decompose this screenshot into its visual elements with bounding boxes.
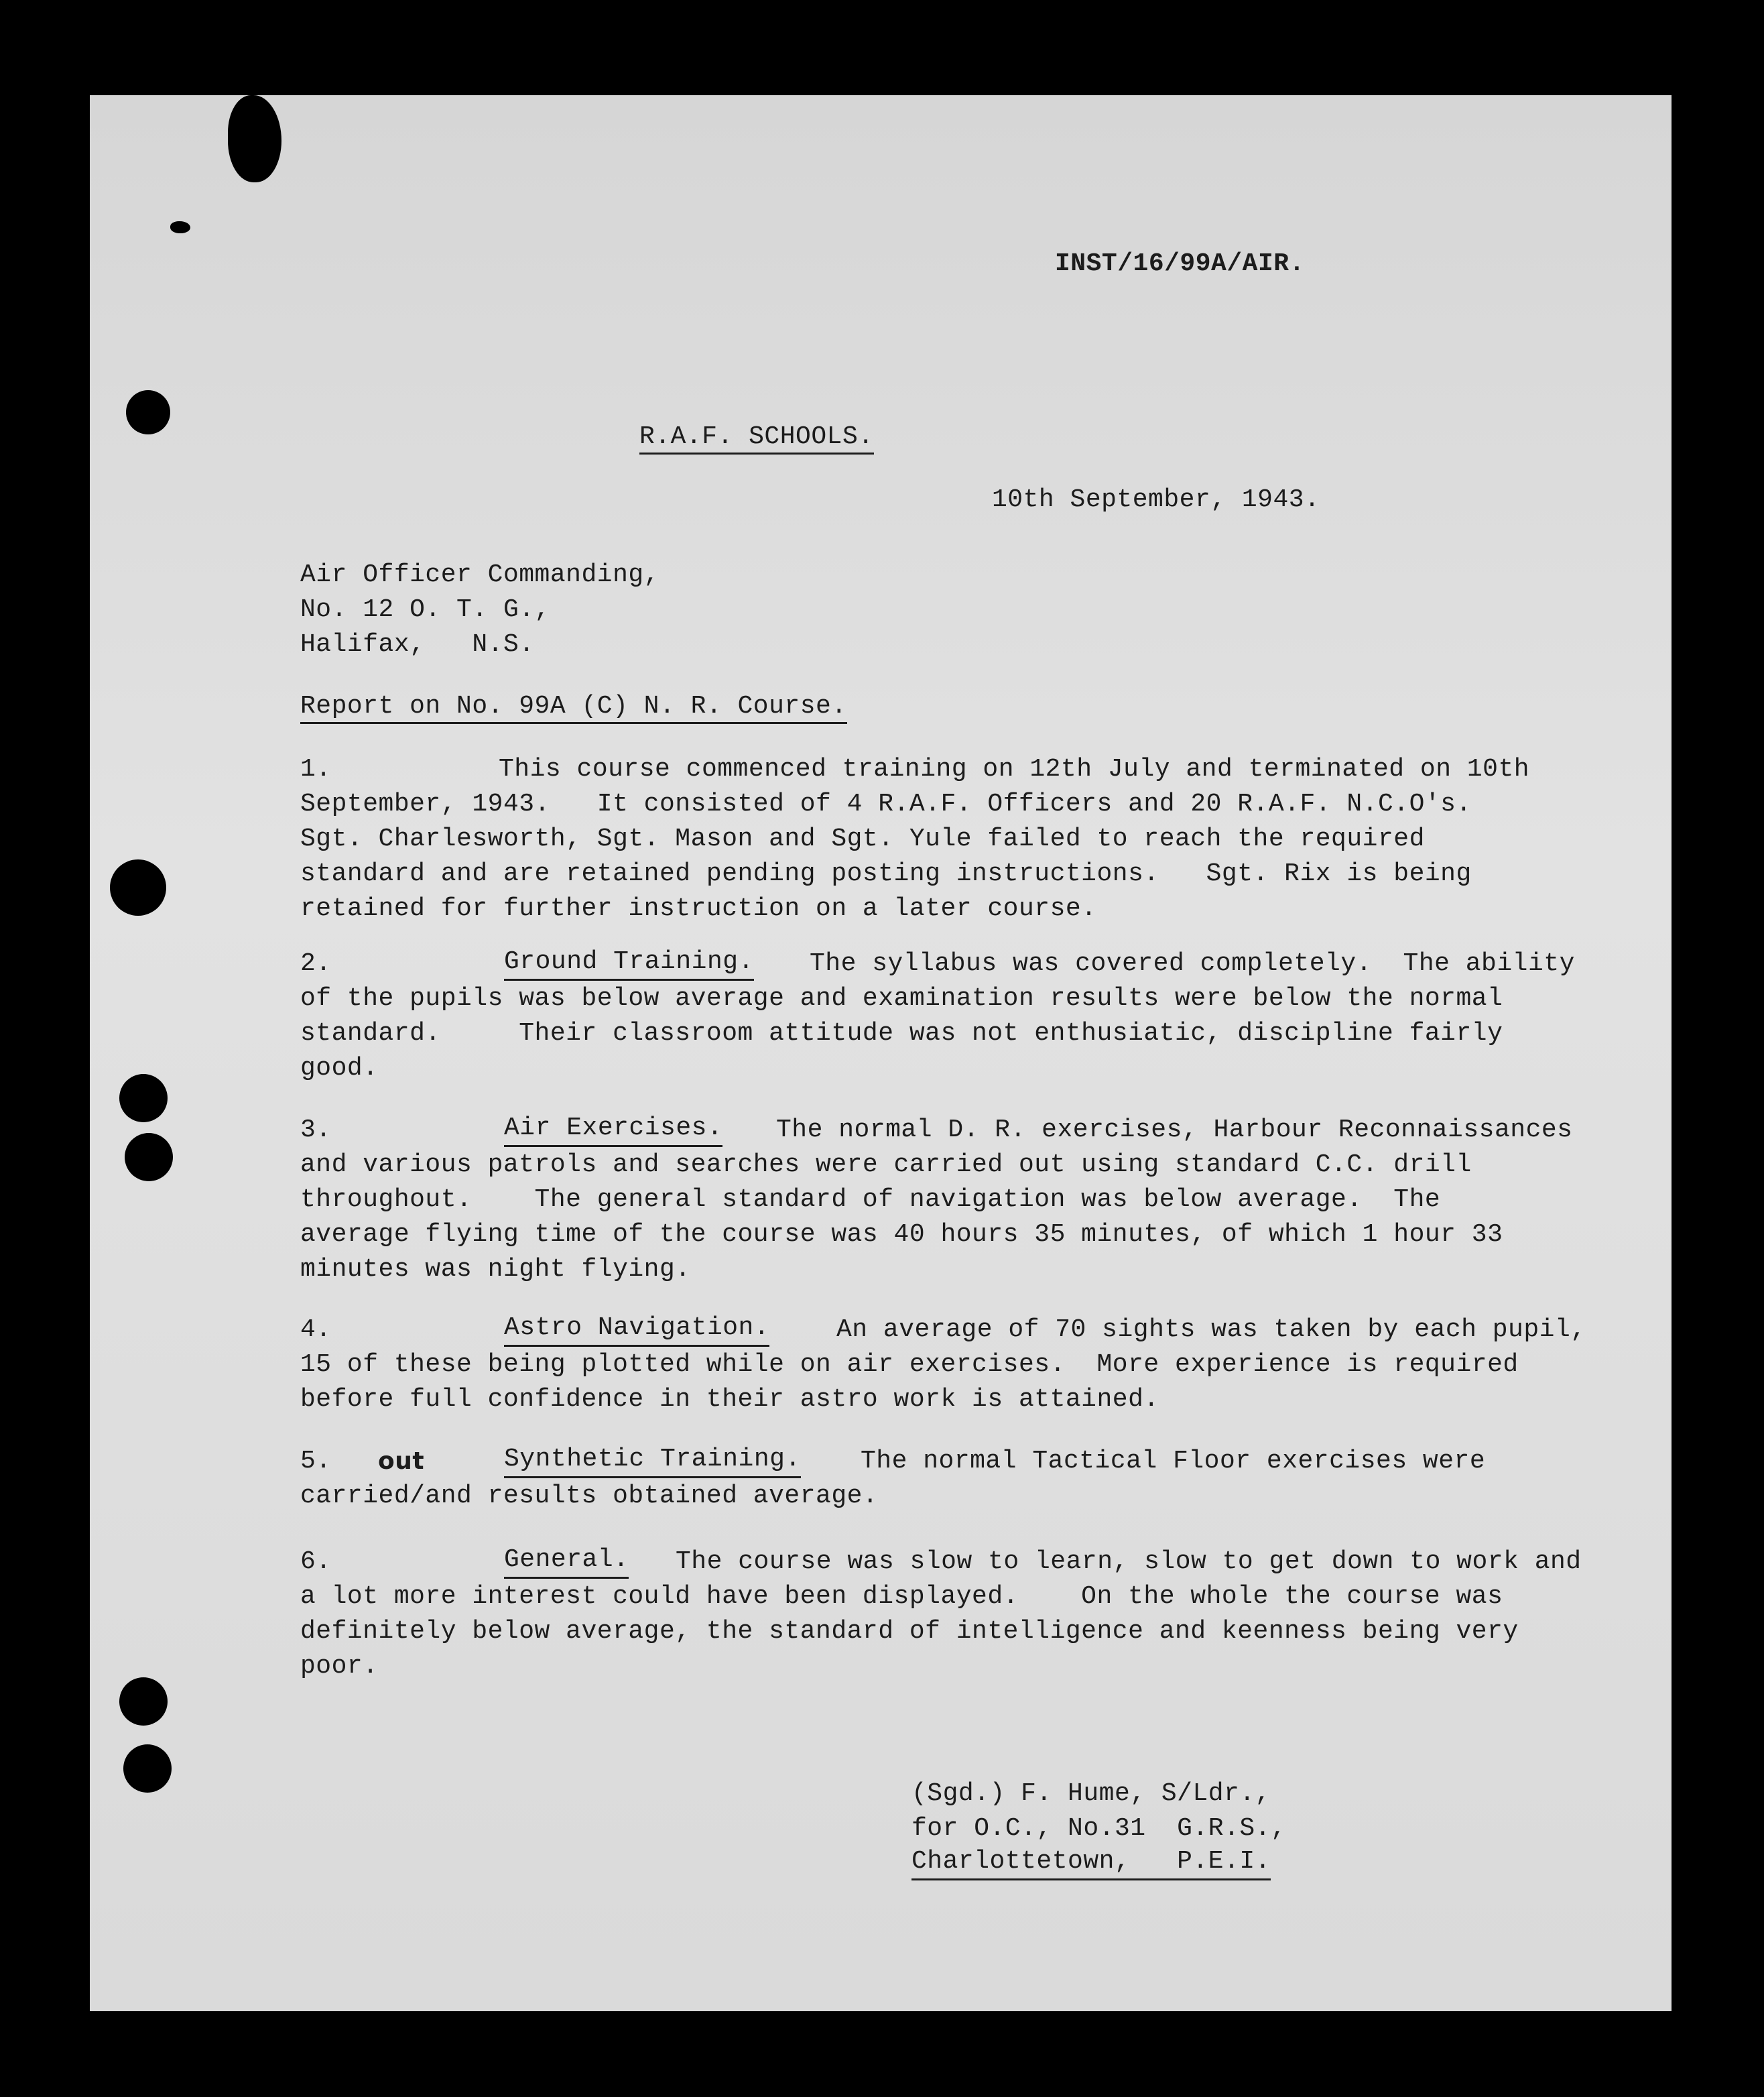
addressee-block <box>300 558 659 702</box>
punch-hole <box>110 859 166 916</box>
ink-blot-mark <box>228 95 281 182</box>
signature-line: for O.C., No.31 G.R.S., <box>911 1814 1287 1843</box>
ink-scratch-mark <box>170 221 190 233</box>
punch-hole <box>123 1744 172 1793</box>
paragraph-6 <box>300 1545 1582 1775</box>
paragraph-line: September, 1943. It consisted of 4 R.A.F. Officers and 20 R.A.F. N.C.O's. <box>300 790 1472 819</box>
handwritten-insertion: out <box>378 1447 425 1475</box>
paragraph-line: definitely below average, the standard of intelligence and keenness being very <box>300 1617 1519 1646</box>
paragraph-line: and various patrols and searches were carried out using standard C.C. drill <box>300 1150 1472 1179</box>
paragraph-line: standard. Their classroom attitude was not enthusiatic, discipline fairly <box>300 1019 1503 1048</box>
punch-hole <box>119 1074 168 1122</box>
paragraph-line: poor. <box>300 1652 379 1681</box>
punch-hole <box>126 390 170 434</box>
paragraph-line: of the pupils was below average and examination results were below the normal <box>300 984 1503 1013</box>
punch-hole <box>119 1677 168 1726</box>
paragraph-number: 5. <box>300 1447 332 1476</box>
paragraph-title: Air Exercises. <box>504 1113 722 1147</box>
document-page <box>90 95 1672 2011</box>
paragraph-line: minutes was night flying. <box>300 1255 691 1284</box>
reference-number: INST/16/99A/AIR. <box>1055 249 1305 278</box>
paragraph-line: good. <box>300 1054 379 1083</box>
heading: R.A.F. SCHOOLS. <box>639 422 874 455</box>
signature-line: Charlottetown, P.E.I. <box>911 1846 1271 1880</box>
paragraph-title: Astro Navigation. <box>504 1313 769 1347</box>
subject-line: Report on No. 99A (C) N. R. Course. <box>300 692 847 724</box>
paragraph-number: 4. <box>300 1315 332 1344</box>
paragraph-line: average flying time of the course was 40 hours 35 minutes, of which 1 hour 33 <box>300 1220 1503 1249</box>
paragraph-line: throughout. The general standard of navigation was below average. The <box>300 1185 1441 1214</box>
paragraph-line: carried/and results obtained average. <box>300 1482 879 1510</box>
date: 10th September, 1943. <box>992 485 1320 514</box>
signature-line: (Sgd.) F. Hume, S/Ldr., <box>911 1779 1271 1808</box>
paragraph-line: before full confidence in their astro work is attained. <box>300 1385 1159 1414</box>
addressee-line: Halifax, N.S. <box>300 630 535 659</box>
paragraph-number: 1. <box>300 755 332 784</box>
paragraph-number: 6. <box>300 1547 332 1576</box>
paragraph-line: The normal Tactical Floor exercises were <box>861 1447 1486 1476</box>
paragraph-title: General. <box>504 1545 629 1579</box>
paragraph-line: Sgt. Charlesworth, Sgt. Mason and Sgt. Yule failed to reach the required <box>300 825 1425 853</box>
signature-block <box>911 1777 1287 1921</box>
paragraph-number: 3. <box>300 1116 332 1144</box>
paragraph-line: a lot more interest could have been displayed. On the whole the course was <box>300 1582 1503 1611</box>
paragraph-line: retained for further instruction on a later course. <box>300 894 1097 923</box>
paragraph-line: standard and are retained pending posting instructions. Sgt. Rix is being <box>300 859 1472 888</box>
paragraph-line: An average of 70 sights was taken by each pupil, <box>836 1315 1586 1344</box>
paragraph-title: Ground Training. <box>504 947 754 981</box>
addressee-line: No. 12 O. T. G., <box>300 595 550 624</box>
punch-hole <box>125 1133 173 1181</box>
paragraph-line: The normal D. R. exercises, Harbour Reconnaissances <box>776 1116 1573 1144</box>
paragraph-line: The course was slow to learn, slow to get down to work and <box>676 1547 1582 1576</box>
paragraph-line: 15 of these being plotted while on air exercises. More experience is required <box>300 1350 1519 1379</box>
paragraph-title: Synthetic Training. <box>504 1444 801 1478</box>
addressee-line: Air Officer Commanding, <box>300 560 659 589</box>
paragraph-line: The syllabus was covered completely. The ability <box>810 949 1575 978</box>
paragraph-line: This course commenced training on 12th July and terminated on 10th <box>499 755 1530 784</box>
paragraph-number: 2. <box>300 949 332 978</box>
